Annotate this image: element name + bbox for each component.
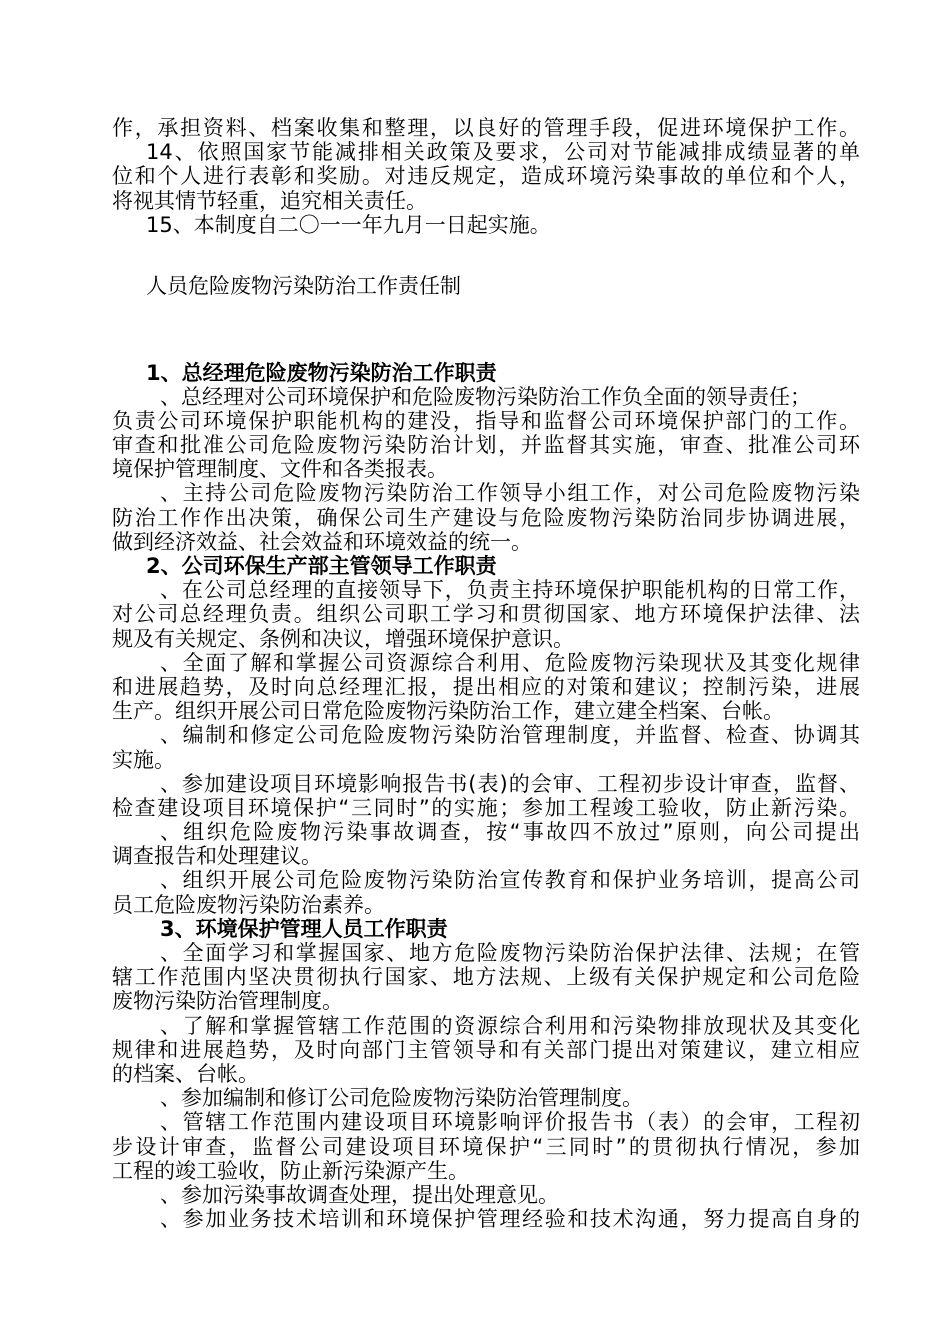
paragraph-line: 对公司总经理负责。组织公司职工学习和贯彻国家、地方环境保护法律、法 — [112, 602, 860, 627]
paragraph-line: 废物污染防治管理制度。 — [112, 989, 343, 1014]
paragraph-line: 、参加业务技术培训和环境保护管理经验和技术沟通，努力提高自身的 — [160, 1207, 860, 1232]
paragraph-line: 、参加建设项目环境影响报告书(表)的会审、工程初步设计审查，监督、 — [160, 771, 860, 796]
paragraph-line: 、了解和掌握管辖工作范围的资源综合利用和污染物排放现状及其变化 — [160, 1013, 860, 1038]
paragraph-line: 检查建设项目环境保护“三同时”的实施；参加工程竣工验收，防止新污染。 — [112, 795, 860, 820]
document-page — [112, 116, 860, 1231]
paragraph-line: 、组织开展公司危险废物污染防治宣传教育和保护业务培训，提高公司 — [160, 868, 860, 893]
spacer — [112, 336, 860, 360]
paragraph-line: 做到经济效益、社会效益和环境效益的统一。 — [112, 529, 532, 554]
paragraph-line: 的档案、台帐。 — [112, 1061, 259, 1086]
paragraph-line: 员工危险废物污染防治素养。 — [112, 892, 385, 917]
spacer — [112, 237, 860, 261]
paragraph-line: 、全面了解和掌握公司资源综合利用、危险废物污染现状及其变化规律 — [160, 650, 860, 675]
paragraph-line: 、管辖工作范围内建设项目环境影响评价报告书（表）的会审，工程初 — [160, 1110, 860, 1135]
paragraph-line: 审查和批准公司危险废物污染防治计划，并监督其实施，审查、批准公司环 — [112, 433, 860, 458]
paragraph-line: 、参加污染事故调查处理，提出处理意见。 — [160, 1182, 559, 1207]
paragraph-line: 规及有关规定、条例和决议，增强环境保护意识。 — [112, 626, 574, 651]
paragraph-line: 、参加编制和修订公司危险废物污染防治管理制度。 — [160, 1086, 643, 1111]
paragraph-line: 生产。组织开展公司日常危险废物污染防治工作，建立建全档案、台帐。 — [112, 699, 784, 724]
paragraph-line: 负责公司环境保护职能机构的建没，指导和监督公司环境保护部门的工作。 — [112, 408, 860, 433]
paragraph-line: 位和个人进行表彰和奖励。对违反规定，造成环境污染事故的单位和个人， — [112, 164, 860, 189]
section-heading-1: 1、总经理危险废物污染防治工作职责 — [146, 360, 497, 385]
paragraph-line: 和进展趋势，及时向总经理汇报，提出相应的对策和建议；控制污染，进展 — [112, 674, 860, 699]
section-heading-2: 2、公司环保生产部主管领导工作职责 — [146, 554, 497, 578]
paragraph-line: 、全面学习和掌握国家、地方危险废物污染防治保护法律、法规；在管 — [160, 941, 860, 965]
paragraph-line: 境保护管理制度、文件和各类报表。 — [112, 457, 448, 482]
paragraph-line: 调查报告和处理建议。 — [112, 844, 322, 869]
paragraph-line: 作，承担资料、档案收集和整理，以良好的管理手段，促进环境保护工作。 — [112, 116, 860, 140]
paragraph-line: 实施。 — [112, 747, 175, 772]
paragraph-line: 、主持公司危险废物污染防治工作领导小组工作，对公司危险废物污染 — [160, 481, 860, 506]
paragraph-line: 、在公司总经理的直接领导下，负责主持环境保护职能机构的日常工作， — [160, 578, 860, 603]
paragraph-line: 、组织危险废物污染事故调查，按“事故四不放过”原则，向公司提出 — [160, 820, 860, 845]
paragraph-line: 、总经理对公司环境保护和危险废物污染防治工作负全面的领导责任； — [160, 384, 811, 409]
paragraph-line: 防治工作作出决策，确保公司生产建设与危险废物污染防治同步协调进展， — [112, 505, 860, 530]
paragraph-line: 15、本制度自二〇一一年九月一日起实施。 — [146, 212, 551, 237]
paragraph-line: 辖工作范围内坚决贯彻执行国家、地方法规、上级有关保护规定和公司危险 — [112, 965, 860, 990]
paragraph-line: 步设计审查，监督公司建设项目环境保护“三同时”的贯彻执行情况，参加 — [112, 1134, 860, 1159]
spacer — [112, 298, 860, 336]
paragraph-line: 工程的竣工验收，防止新污染源产生。 — [112, 1158, 469, 1183]
section-heading-3: 3、环境保护管理人员工作职责 — [160, 916, 448, 941]
paragraph-line: 将视其情节轻重，追究相关责任。 — [112, 188, 427, 213]
document-title: 人员危险废物污染防治工作责任制 — [146, 274, 461, 299]
paragraph-line: 、编制和修定公司危险废物污染防治管理制度，并监督、检查、协调其 — [160, 723, 860, 748]
paragraph-line: 规律和进展趋势，及时向部门主管领导和有关部门提出对策建议，建立相应 — [112, 1037, 860, 1062]
paragraph-line: 14、依照国家节能减排相关政策及要求，公司对节能减排成绩显著的单 — [146, 140, 860, 165]
